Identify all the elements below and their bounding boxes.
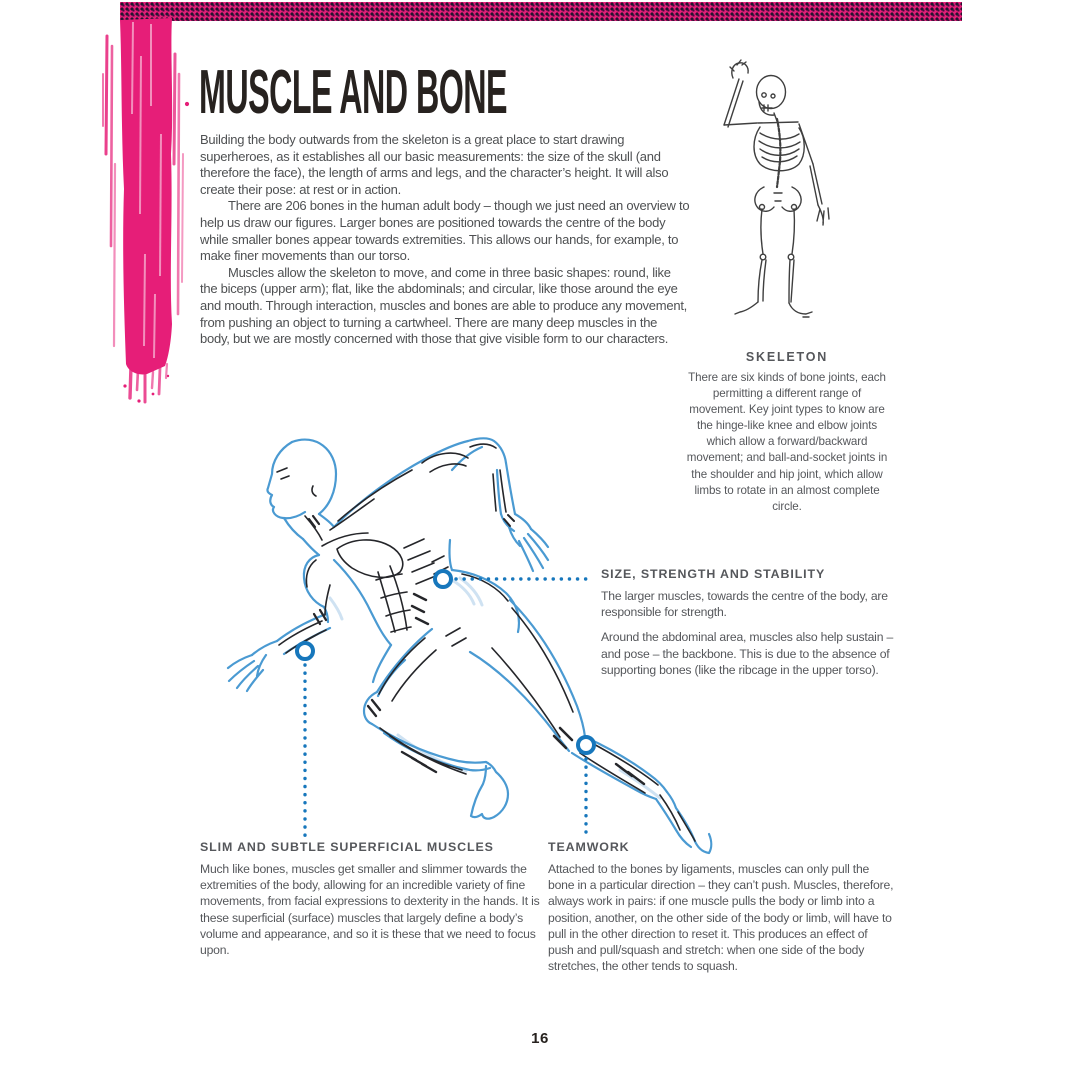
page-title: MUSCLE AND BONE: [199, 58, 508, 127]
skeleton-illustration: [700, 56, 890, 356]
skeleton-caption-heading: SKELETON: [745, 350, 829, 364]
halftone-strip: [120, 2, 962, 21]
marker-forearm: [297, 643, 313, 659]
intro-text: [200, 132, 690, 348]
callout-slim-subtle: [200, 840, 550, 967]
callout-teamwork: [548, 840, 896, 983]
brush-stroke-illustration: [95, 14, 199, 406]
callout-size-strength-paragraph-1: The larger muscles, towards the centre of the body, are responsible for strength.: [601, 589, 888, 620]
leader-lines: [297, 571, 594, 840]
callout-slim-subtle-heading: SLIM AND SUBTLE SUPERFICIAL MUSCLES: [200, 840, 494, 854]
callout-slim-subtle-body: Much like bones, muscles get smaller and slimmer towards the extremities of the body, allowing for an incredible variety of fine movements, from facial expressions to dexterity in the hands. It is these superficial (surface) muscles that largely define a body’s volume and appearance, and so it is these that we need to focus upon.: [200, 862, 540, 958]
skeleton-caption-body: There are six kinds of bone joints, each permitting a different range of movement. Key joint types to know are the hinge-like knee and elbow joints which allow a forward/backward movement; and ball-and-socket joints in the shoulder and hip joint, which allow limbs to rotate in an almost complete circle.: [686, 371, 888, 513]
marker-knee: [578, 737, 594, 753]
callout-teamwork-heading: TEAMWORK: [548, 840, 630, 854]
callout-teamwork-body: Attached to the bones by ligaments, muscles can only pull the bone in a particular direction – they can’t push. Muscles, therefore, always work in pairs: if one muscle pulls the body or limb into a position, another, on the other side of the body or limb, will have to pull in the other direction to reset it. This produces an effect of push and pull/squash and stretch: when one side of the body stretches, the other tends to squash.: [548, 862, 894, 974]
callout-size-strength: [601, 567, 897, 687]
page-number: 16: [531, 1030, 549, 1047]
callout-size-strength-heading: SIZE, STRENGTH AND STABILITY: [601, 567, 826, 581]
intro-paragraph-3: Muscles allow the skeleton to move, and come in three basic shapes: round, like the biceps (upper arm); flat, like the abdominals; and circular, like those around the eye and mouth. Through interaction, muscles and bones are able to produce any movement, from pushing an object to turning a cartwheel. There are many deep muscles in the body, but we are mostly concerned with those that give visible form to our characters.: [200, 264, 688, 347]
callout-size-strength-paragraph-2: Around the abdominal area, muscles also help sustain – and pose – the backbone. This is due to the absence of supporting bones (like the ribcage in the upper torso).: [601, 630, 894, 677]
marker-abdomen: [435, 571, 451, 587]
intro-paragraph-2: There are 206 bones in the human adult body – though we just need an overview to help us draw our figures. Larger bones are positioned towards the centre of the body while smaller bones appear towards extremities. This allows our hands, for example, to make finer movements than our torso.: [200, 198, 690, 264]
intro-paragraph-1: Building the body outwards from the skeleton is a great place to start drawing superheroes, as it establishes all our basic measurements: the size of the skull (and therefore the face), the length of arms and legs, and the character’s height. It will also create their pose: at rest or in action.: [200, 132, 669, 197]
